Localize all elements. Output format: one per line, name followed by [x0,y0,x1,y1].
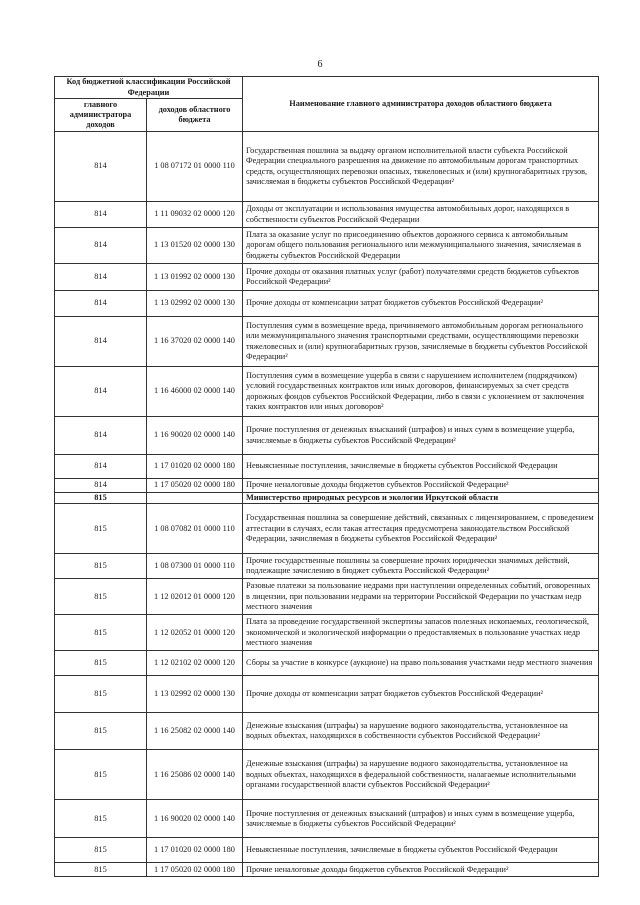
table-row [55,367,599,417]
admin-code-cell: 815 [55,651,147,676]
table-row [55,800,599,838]
table-row [55,228,599,264]
table-row [55,615,599,651]
revenue-code-cell: 1 16 37020 02 0000 140 [147,317,243,367]
revenue-name-cell: Государственная пошлина за выдачу органом исполнительной власти субъекта Российской Федерации специального разрешения на движение по автомобильным дорогам транспортных средств, осуществляющих перевозки опасных, тяжеловесных и (или) крупногабаритных грузов, зачисляемая в бюджеты субъектов Российской Федерации² [243,132,599,202]
admin-code-cell: 814 [55,264,147,291]
revenue-name-cell: Прочие поступления от денежных взысканий (штрафов) и иных сумм в возмещение ущерба, зачисляемые в бюджеты субъектов Российской Федерации² [243,800,599,838]
revenue-code-cell: 1 16 46000 02 0000 140 [147,367,243,417]
admin-code-cell: 814 [55,317,147,367]
revenue-code-cell: 1 08 07082 01 0000 110 [147,504,243,554]
table-row [55,202,599,228]
revenue-code-cell: 1 13 01520 02 0000 130 [147,228,243,264]
revenue-code-cell: 1 17 01020 02 0000 180 [147,455,243,479]
header-admin-name: Наименование главного администратора доходов областного бюджета [243,77,599,132]
revenue-code-cell: 1 12 02012 01 0000 120 [147,579,243,615]
table-row [55,264,599,291]
revenue-name-cell: Прочие доходы от оказания платных услуг (работ) получателями средств бюджетов субъектов Российской Федерации² [243,264,599,291]
revenue-name-cell: Денежные взыскания (штрафы) за нарушение водного законодательства, установленное на водных объектах, находящихся в федеральной собственности, налагаемые исполнительными органами государственной власти субъектов Российской Федерации² [243,750,599,800]
revenue-code-cell: 1 16 90020 02 0000 140 [147,800,243,838]
admin-code-cell: 814 [55,202,147,228]
admin-code-cell: 815 [55,750,147,800]
table-row [55,479,599,493]
table-row-group-heading [55,493,599,504]
revenue-code-cell: 1 12 02052 01 0000 120 [147,615,243,651]
revenue-code-cell [147,493,243,504]
admin-code-cell: 815 [55,554,147,579]
revenue-code-cell: 1 17 05020 02 0000 180 [147,863,243,877]
table-row [55,132,599,202]
revenue-code-cell: 1 16 25082 02 0000 140 [147,713,243,750]
table-row [55,651,599,676]
admin-code-cell: 814 [55,417,147,455]
table-row [55,750,599,800]
revenue-name-cell: Прочие неналоговые доходы бюджетов субъектов Российской Федерации² [243,863,599,877]
header-main-admin: главного администратора доходов [55,99,147,132]
revenue-name-cell: Плата за оказание услуг по присоединению объектов дорожного сервиса к автомобильным дорогам общего пользования регионального или межмуниципального значения, зачисляемая в бюджеты субъектов Российской Федерации [243,228,599,264]
revenue-code-cell: 1 16 90020 02 0000 140 [147,417,243,455]
page-number: 6 [317,59,323,70]
revenue-code-cell: 1 17 05020 02 0000 180 [147,479,243,493]
admin-code-cell: 815 [55,493,147,504]
admin-code-cell: 815 [55,800,147,838]
table-row [55,504,599,554]
revenue-name-cell: Прочие неналоговые доходы бюджетов субъектов Российской Федерации² [243,479,599,493]
table-row [55,554,599,579]
admin-code-cell: 814 [55,228,147,264]
revenue-code-cell: 1 17 01020 02 0000 180 [147,838,243,863]
admin-code-cell: 815 [55,579,147,615]
budget-classification-table [54,76,599,877]
revenue-code-cell: 1 13 02992 02 0000 130 [147,676,243,713]
admin-code-cell: 814 [55,479,147,493]
admin-code-cell: 814 [55,132,147,202]
revenue-name-cell: Прочие государственные пошлины за совершение прочих юридически значимых действий, подлежащие зачислению в бюджет субъекта Российской Федерации² [243,554,599,579]
revenue-name-cell: Плата за проведение государственной экспертизы запасов полезных ископаемых, геологической, экономической и экологической информации о предоставляемых в пользование участках недр местного значения [243,615,599,651]
admin-code-cell: 814 [55,367,147,417]
admin-code-cell: 815 [55,676,147,713]
revenue-name-cell: Прочие доходы от компенсации затрат бюджетов субъектов Российской Федерации² [243,291,599,317]
table-row [55,863,599,877]
revenue-name-cell: Прочие поступления от денежных взысканий (штрафов) и иных сумм в возмещение ущерба, зачисляемые в бюджеты субъектов Российской Федерации² [243,417,599,455]
table-row [55,317,599,367]
revenue-name-cell: Денежные взыскания (штрафы) за нарушение водного законодательства, установленное на водных объектах, находящихся в собственности субъектов Российской Федерации² [243,713,599,750]
revenue-name-cell: Поступления сумм в возмещение вреда, причиняемого автомобильным дорогам регионального или межмуниципального значения транспортными средствами, осуществляющими перевозки тяжеловесных и (или) крупногабаритных грузов, зачисляемые в бюджеты субъектов Российской Федерации² [243,317,599,367]
admin-code-cell: 815 [55,615,147,651]
revenue-name-cell: Государственная пошлина за совершение действий, связанных с лицензированием, с проведением аттестации в случаях, если такая аттестация предусмотрена законодательством Российской Федерации, зачисляемая в бюджеты субъектов Российской Федерации² [243,504,599,554]
admin-code-cell: 815 [55,863,147,877]
admin-code-cell: 814 [55,291,147,317]
table-row [55,291,599,317]
revenue-code-cell: 1 13 02992 02 0000 130 [147,291,243,317]
revenue-name-cell: Доходы от эксплуатации и использования имущества автомобильных дорог, находящихся в собственности субъектов Российской Федерации [243,202,599,228]
table-row [55,676,599,713]
admin-code-cell: 815 [55,504,147,554]
revenue-code-cell: 1 13 01992 02 0000 130 [147,264,243,291]
table-row [55,579,599,615]
revenue-name-cell: Поступления сумм в возмещение ущерба в связи с нарушением исполнителем (подрядчиком) условий государственных контрактов или иных договоров, финансируемых за счет средств дорожных фондов субъектов Российской Федерации, либо в связи с уклонением от заключения таких контрактов или иных договоров² [243,367,599,417]
revenue-name-cell: Невыясненные поступления, зачисляемые в бюджеты субъектов Российской Федерации [243,838,599,863]
admin-code-cell: 814 [55,455,147,479]
table-row [55,417,599,455]
header-revenue-code: доходов областного бюджета [147,99,243,132]
revenue-name-cell: Прочие доходы от компенсации затрат бюджетов субъектов Российской Федерации² [243,676,599,713]
revenue-code-cell: 1 08 07172 01 0000 110 [147,132,243,202]
revenue-name-cell: Сборы за участие в конкурсе (аукционе) на право пользования участками недр местного значения [243,651,599,676]
table-row [55,455,599,479]
admin-code-cell: 815 [55,713,147,750]
revenue-name-cell: Невыясненные поступления, зачисляемые в бюджеты субъектов Российской Федерации [243,455,599,479]
admin-code-cell: 815 [55,838,147,863]
table-body [55,132,599,877]
table-row [55,713,599,750]
revenue-name-cell: Разовые платежи за пользование недрами при наступлении определенных событий, оговоренных в лицензии, при пользовании недрами на территории Российской Федерации по участкам недр местного значения [243,579,599,615]
revenue-code-cell: 1 12 02102 02 0000 120 [147,651,243,676]
revenue-code-cell: 1 16 25086 02 0000 140 [147,750,243,800]
revenue-name-cell: Министерство природных ресурсов и экологии Иркутской области [243,493,599,504]
header-classification-code: Код бюджетной классификации Российской Федерации [55,77,243,99]
revenue-code-cell: 1 11 09032 02 0000 120 [147,202,243,228]
table-row [55,838,599,863]
revenue-code-cell: 1 08 07300 01 0000 110 [147,554,243,579]
